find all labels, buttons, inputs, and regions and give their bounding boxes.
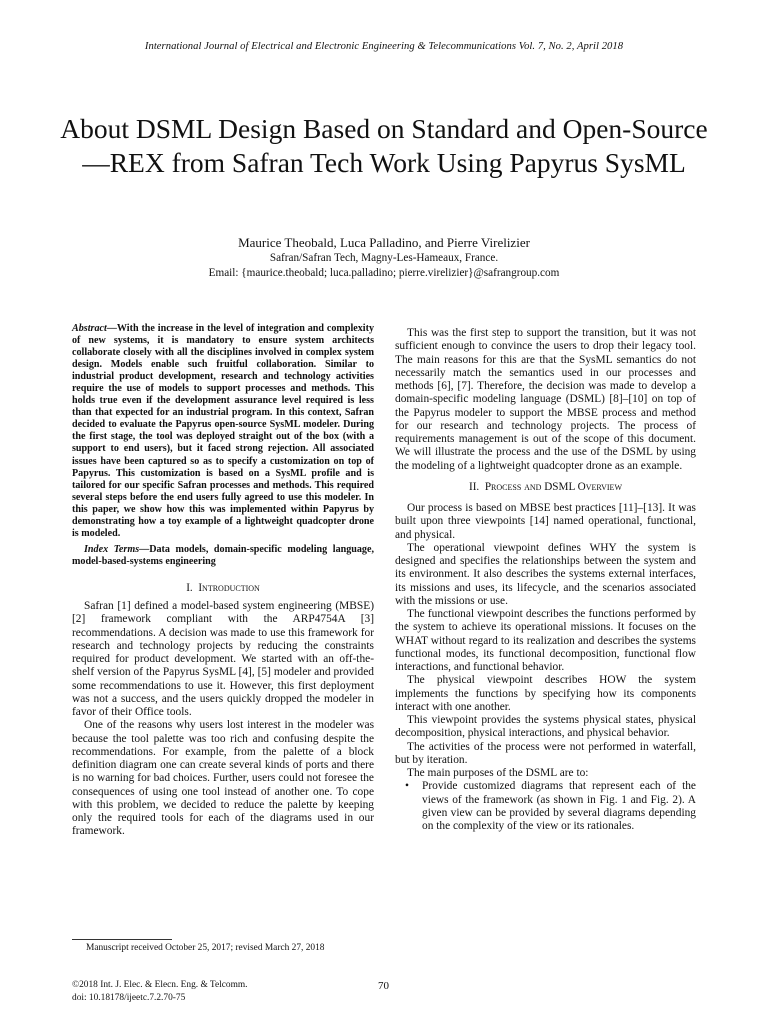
section-number: I.	[186, 581, 193, 594]
doi: doi: 10.18178/ijeetc.7.2.70-75	[72, 993, 186, 1003]
page-number: 70	[378, 980, 389, 992]
abstract	[72, 323, 374, 540]
paragraph: The operational viewpoint defines WHY the system is designed and specifies the relationships between the system and its environment. It also describes the systems external interfaces, its missions and uses, its lifecycle, and the scenarios associated with the missions or use.	[395, 541, 696, 607]
paragraph: This was the first step to support the transition, but it was not sufficient enough to convince the users to drop their legacy tool. The main reasons for this are that the SysML semantics do not necessarily match the semantics used in our processes and methods [6], [7]. Therefore, the decision was made to develop a domain-specific modeling language (DSML) [8]–[10] on top of the Papyrus modeler to support the MBSE process and method for our research and technology projects. The process of requirements management is out of the scope of this document. We will illustrate the process and the use of the DSML by using the modeling of a lightweight quadcopter drone as an example.	[395, 327, 696, 472]
author-affiliation: Safran/Safran Tech, Magny-Les-Hameaux, France.	[269, 252, 499, 264]
section-heading-process	[395, 481, 696, 494]
paragraph: The physical viewpoint describes HOW the system implements the functions by specifying how its components interact with one another.	[395, 674, 696, 713]
paragraph: The functional viewpoint describes the functions performed by the system to achieve its operational missions. It focuses on the WHAT without regard to its realization and describes the systems functional modes, its functional decomposition, functional flow interactions, and functional behavior.	[395, 608, 696, 673]
paragraph: Our process is based on MBSE best practices [11]–[13]. It was built upon three viewpoints [14] named operational, functional, and physical.	[395, 502, 696, 541]
footnote: Manuscript received October 25, 2017; revised March 27, 2018	[86, 943, 325, 953]
paragraph: One of the reasons why users lost interest in the modeler was because the tool palette was too rich and confusing despite the recommendations. For example, from the palette of a block definition diagram one can create several kinds of ports and there is no warning for bad choices. Further, users could not foresee the consequences of using one tool instead of another one. To cope with this problem, we decided to reduce the palette by keeping only the required tools for each of the diagrams used in our framework.	[72, 719, 374, 838]
paper-authors: Maurice Theobald, Luca Palladino, and Pierre Virelizier	[238, 235, 530, 250]
abstract-label: Abstract	[72, 323, 107, 334]
footnote-divider	[72, 939, 172, 940]
section-title: Introduction	[198, 581, 260, 594]
section-number: II.	[468, 480, 480, 493]
purpose-list	[395, 780, 696, 833]
section-heading-introduction	[72, 582, 374, 595]
paragraph: Safran [1] defined a model-based system engineering (MBSE) [2] framework compliant with the ARP4754A [3] recommendations. A decision was made to use this framework for research and technology projects by reducing the constraints required for product development. We started with an off-the-shelf version of the Papyrus SysML [4], [5] modeler and provided some recommendations to use it. However, this first deployment was not a success, and the users quickly dropped the modeler in favor of their Office tools.	[72, 600, 374, 719]
paragraph: This viewpoint provides the systems physical states, physical decomposition, physical interactions, and physical behavior.	[395, 714, 696, 740]
copyright: ©2018 Int. J. Elec. & Elecn. Eng. & Telcomm.	[72, 980, 248, 990]
paragraph: The main purposes of the DSML are to:	[407, 767, 589, 779]
paragraph: The activities of the process were not performed in waterfall, but by iteration.	[395, 740, 696, 766]
list-item: • Provide customized diagrams that represent each of the views of the framework (as shown in Fig. 1 and Fig. 2). A given view can be provided by several diagrams depending on the complexity of the view or its rationales.	[395, 780, 696, 833]
author-email: Email: {maurice.theobald; luca.palladino; pierre.virelizier}@safrangroup.com	[208, 267, 560, 279]
paper-title: About DSML Design Based on Standard and Open-Source—REX from Safran Tech Work Using Papyrus SysML	[60, 113, 708, 178]
index-terms	[72, 544, 374, 568]
abstract-text: —With the increase in the level of integration and complexity of new systems, it is mandatory to ensure system architects collaborate closely with all the disciplines involved in complex system design. Models enable such fruitful collaboration. Similar to industrial product development, research and technology activities require the use of models to support processes and methods. This holds true even if the development assurance level required is less than that expected for an industrial program. In this context, Safran decided to evaluate the Papyrus open-source SysML modeler. During the first stage, the tool was deployed straight out of the box (with a support to end users), but it faced strong rejection. All associated issues have been captured so as to specify a customization on top of Papyrus. This customization is based on a SysML profile and is tailored for our specific Safran processes and methods. This required several steps before the end users fully agreed to use this modeler. In this paper, we show how this was implemented within Papyrus by demonstrating how a toy example of a lightweight quadcopter drone is modeled.	[72, 323, 374, 539]
index-terms-text: —Data models, domain-specific modeling language, model-based-systems engineering	[72, 543, 374, 567]
index-terms-label: Index Terms	[84, 543, 140, 555]
right-column	[395, 327, 696, 833]
section-title: Process and DSML Overview	[484, 480, 622, 493]
left-column	[72, 323, 374, 839]
journal-header: International Journal of Electrical and Electronic Engineering & Telecommunications Vol. 7, No. 2, April 2018	[144, 41, 624, 52]
